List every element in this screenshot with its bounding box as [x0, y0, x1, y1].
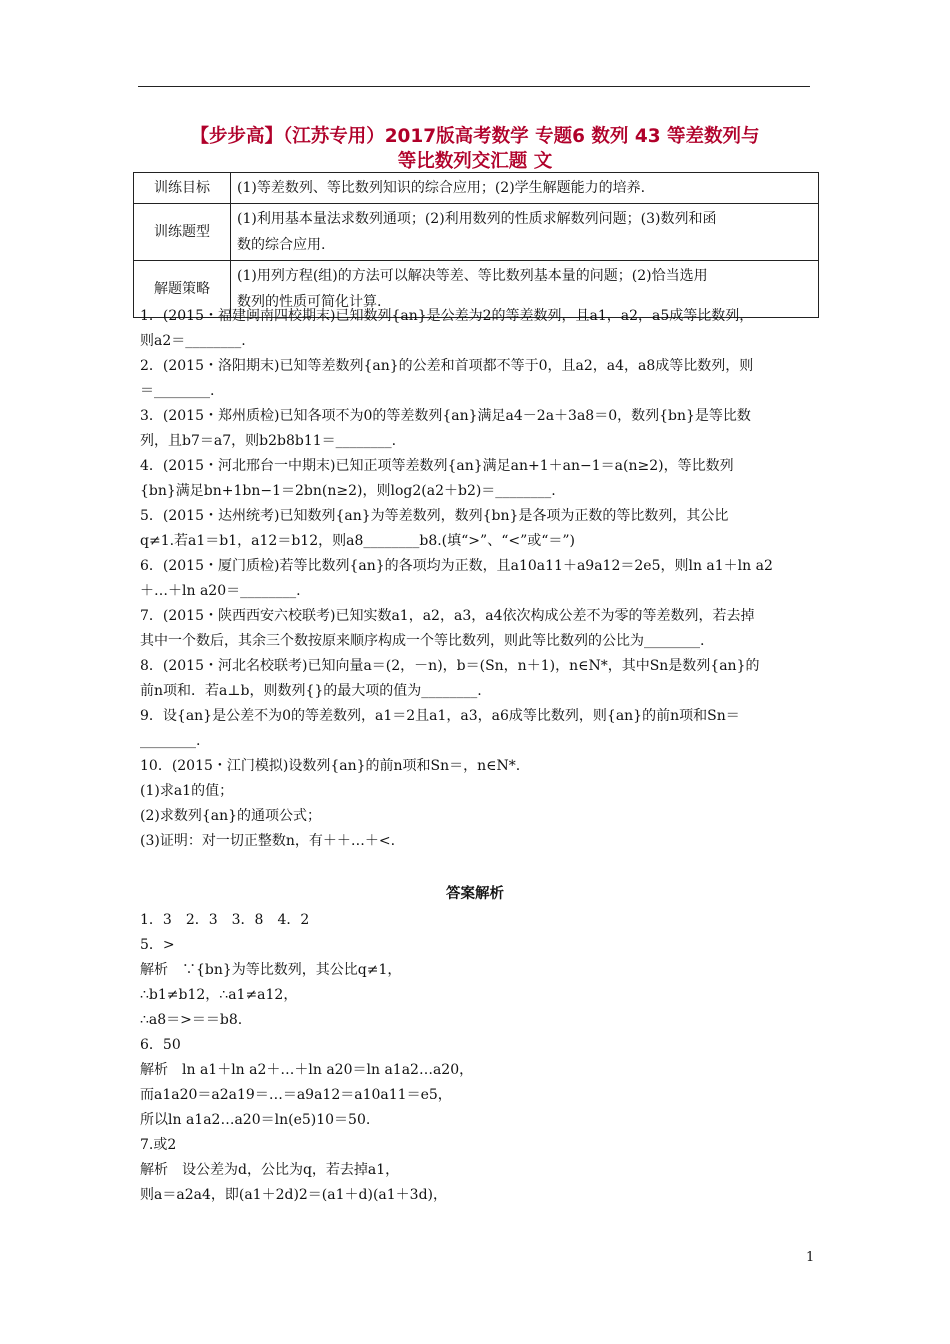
- answer-line: ∴a8＝>＝＝b8.: [140, 1012, 243, 1028]
- question-line: {bn}满足bn+1bn−1＝2bn(n≥2)，则log2(a2＋b2)＝________.: [140, 483, 556, 499]
- answer-line: 而a1a20＝a2a19＝…＝a9a12＝a10a11＝e5，: [140, 1087, 452, 1103]
- table-row: [134, 173, 819, 204]
- row-key: 训练题型: [134, 204, 231, 261]
- answer-line: 5．>: [140, 937, 175, 953]
- answer-line: 解析 ∵{bn}为等比数列，其公比q≠1，: [140, 962, 402, 978]
- header-rule: [138, 86, 810, 87]
- question-line: 1．(2015・福建闽南四校期末)已知数列{an}是公差为2的等差数列，且a1，a2，a5成等比数列，: [140, 308, 754, 324]
- answers-section: [140, 908, 812, 1208]
- question-line: 7．(2015・陕西西安六校联考)已知实数a1，a2，a3，a4依次构成公差不为零的等差数列，若去掉: [140, 608, 755, 624]
- document-title: [130, 124, 820, 174]
- row-value: [231, 173, 819, 204]
- row-line: 数的综合应用.: [237, 237, 326, 253]
- answer-line: ∴b1≠b12，∴a1≠a12，: [140, 987, 298, 1003]
- question-line: (1)求a1的值；: [140, 783, 234, 799]
- question-line: ＝________.: [140, 383, 215, 399]
- question-line: 8．(2015・河北名校联考)已知向量a＝(2，－n)，b＝(Sn，n＋1)，n∈N*，其中Sn是数列{an}的: [140, 658, 760, 674]
- table-row: [134, 204, 819, 261]
- question-line: ________.: [140, 733, 201, 749]
- question-line: 2．(2015・洛阳期末)已知等差数列{an}的公差和首项都不等于0，且a2，a4，a8成等比数列，则: [140, 358, 754, 374]
- title-line-1: 【步步高】（江苏专用）2017版高考数学 专题6 数列 43 等差数列与: [190, 126, 760, 147]
- answer-line: 解析 设公差为d，公比为q，若去掉a1，: [140, 1162, 400, 1178]
- training-info-table: [133, 172, 819, 318]
- question-line: 其中一个数后，其余三个数按原来顺序构成一个等比数列，则此等比数列的公比为________.: [140, 633, 705, 649]
- question-line: 9．设{an}是公差不为0的等差数列，a1＝2且a1，a3，a6成等比数列，则{an}的前n项和Sn＝: [140, 708, 740, 724]
- question-line: q≠1.若a1＝b1，a12＝b12，则a8________b8.(填“>”、“<”或“＝”): [140, 533, 576, 549]
- row-key: 训练目标: [134, 173, 231, 204]
- answer-line: 7.或2: [140, 1137, 177, 1153]
- question-line: ＋…＋ln a20＝________.: [140, 583, 301, 599]
- page-number: 1: [806, 1250, 815, 1265]
- question-line: 6．(2015・厦门质检)若等比数列{an}的各项均为正数，且a10a11＋a9a12＝2e5，则ln a1＋ln a2: [140, 558, 773, 574]
- answer-line: 解析 ln a1＋ln a2＋…＋ln a20＝ln a1a2…a20，: [140, 1062, 474, 1078]
- answer-line: 6．50: [140, 1037, 181, 1053]
- question-line: (3)证明：对一切正整数n，有＋＋…＋<.: [140, 833, 396, 849]
- question-line: (2)求数列{an}的通项公式；: [140, 808, 322, 824]
- questions-section: [140, 304, 812, 854]
- title-line-2: 等比数列交汇题 文: [397, 151, 553, 172]
- answer-line: 所以ln a1a2…a20＝ln(e5)10＝50.: [140, 1112, 371, 1128]
- question-line: 4．(2015・河北邢台一中期末)已知正项等差数列{an}满足an+1＋an−1＝a(n≥2)，等比数列: [140, 458, 734, 474]
- question-line: 10．(2015・江门模拟)设数列{an}的前n项和Sn＝，n∈N*.: [140, 758, 521, 774]
- answer-line: 1．3 2．3 3．8 4．2: [140, 912, 310, 928]
- question-line: 5．(2015・达州统考)已知数列{an}为等差数列，数列{bn}是各项为正数的等比数列，其公比: [140, 508, 729, 524]
- row-key: 解题策略: [134, 261, 231, 318]
- question-line: 3．(2015・郑州质检)已知各项不为0的等差数列{an}满足a4－2a＋3a8＝0，数列{bn}是等比数: [140, 408, 751, 424]
- row-line: (1)等差数列、等比数列知识的综合应用；(2)学生解题能力的培养.: [237, 180, 646, 196]
- question-line: 列，且b7＝a7，则b2b8b11＝________.: [140, 433, 397, 449]
- answers-heading: 答案解析: [446, 886, 504, 902]
- row-line: (1)利用基本量法求数列通项；(2)利用数列的性质求解数列问题；(3)数列和函: [237, 211, 717, 227]
- row-value: [231, 204, 819, 261]
- row-line: 数列的性质可简化计算.: [237, 294, 382, 310]
- answer-line: 则a＝a2a4，即(a1＋2d)2＝(a1＋d)(a1＋3d)，: [140, 1187, 447, 1203]
- question-line: 则a2＝________.: [140, 333, 246, 349]
- row-line: (1)用列方程(组)的方法可以解决等差、等比数列基本量的问题；(2)恰当选用: [237, 268, 708, 284]
- question-line: 前n项和．若a⊥b，则数列{}的最大项的值为________.: [140, 683, 482, 699]
